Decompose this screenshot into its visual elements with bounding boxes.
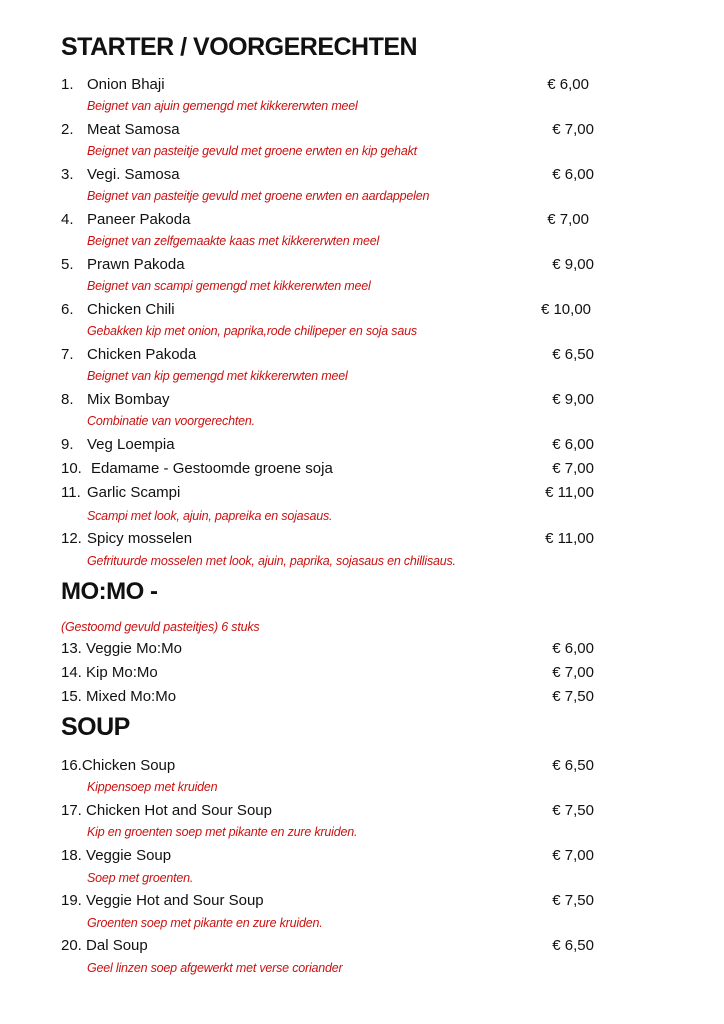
menu-item (61, 120, 621, 140)
item-price: € 6,00 (552, 166, 594, 183)
item-number: 4. (61, 211, 74, 228)
menu-item (61, 687, 621, 707)
menu-item (61, 846, 621, 866)
item-price: € 6,50 (552, 346, 594, 363)
item-name: Paneer Pakoda (87, 211, 191, 228)
item-price: € 7,00 (552, 460, 594, 477)
item-price: € 9,00 (552, 391, 594, 408)
item-description: Beignet van scampi gemengd met kikkererwten meel (87, 279, 371, 293)
item-description: Kippensoep met kruiden (87, 780, 218, 794)
item-price: € 11,00 (545, 484, 594, 501)
item-name: Onion Bhaji (87, 76, 165, 93)
menu-item (61, 255, 621, 275)
item-description: Gefrituurde mosselen met look, ajuin, paprika, sojasaus en chillisaus. (87, 554, 456, 568)
item-price: € 6,50 (552, 937, 594, 954)
item-price: € 7,00 (547, 211, 589, 228)
item-price: € 6,50 (552, 757, 594, 774)
item-name: 16.Chicken Soup (61, 757, 176, 774)
item-name: Meat Samosa (87, 121, 180, 138)
item-number: 8. (61, 391, 74, 408)
item-number: 7. (61, 346, 74, 363)
item-description: Kip en groenten soep met pikante en zure kruiden. (87, 825, 358, 839)
menu-item (61, 483, 621, 503)
item-price: € 6,00 (552, 436, 594, 453)
item-number: 5. (61, 256, 74, 273)
item-price: € 6,00 (547, 76, 589, 93)
section-title-starters: STARTER / VOORGERECHTEN (61, 33, 418, 61)
item-name: Edamame - Gestoomde groene soja (91, 460, 333, 477)
item-name: 20. Dal Soup (61, 937, 148, 954)
section-subtitle: (Gestoomd gevuld pasteitjes) 6 stuks (61, 620, 260, 634)
item-name: 18. Veggie Soup (61, 847, 172, 864)
item-price: € 10,00 (540, 301, 591, 318)
section-title-momo: MO:MO - (61, 578, 158, 605)
item-name: 13. Veggie Mo:Mo (61, 640, 182, 657)
item-price: € 7,00 (552, 664, 594, 681)
menu-item (61, 345, 621, 365)
item-price: € 11,00 (545, 530, 594, 547)
item-number: 11. (61, 484, 81, 501)
item-number: 9. (61, 436, 74, 453)
item-name: Mix Bombay (87, 391, 170, 408)
item-description: Gebakken kip met onion, paprika,rode chilipeper en soja saus (87, 324, 417, 338)
item-price: € 7,00 (552, 121, 594, 138)
item-name: 15. Mixed Mo:Mo (61, 688, 177, 705)
item-name: 17. Chicken Hot and Sour Soup (61, 802, 272, 819)
item-name: Prawn Pakoda (87, 256, 185, 273)
item-name: Spicy mosselen (87, 530, 193, 547)
menu-item (61, 435, 621, 455)
menu-item (61, 529, 621, 549)
item-description: Scampi met look, ajuin, papreika en sojasaus. (87, 509, 333, 523)
item-description: Geel linzen soep afgewerkt met verse coriander (87, 961, 343, 975)
item-price: € 9,00 (552, 256, 594, 273)
item-number: 3. (61, 166, 74, 183)
item-price: € 6,00 (552, 640, 594, 657)
item-price: € 7,50 (552, 688, 594, 705)
section-title-soup: SOUP (61, 713, 130, 741)
item-number: 1. (61, 76, 74, 93)
item-description: Combinatie van voorgerechten. (87, 414, 255, 428)
menu-item (61, 756, 621, 776)
item-description: Soep met groenten. (87, 871, 194, 885)
item-number: 2. (61, 121, 74, 138)
item-description: Beignet van ajuin gemengd met kikkererwten meel (87, 99, 358, 113)
menu-item (61, 801, 621, 821)
menu-item (61, 210, 621, 230)
item-name: Veg Loempia (87, 436, 175, 453)
item-description: Beignet van kip gemengd met kikkererwten meel (87, 369, 348, 383)
item-description: Beignet van zelfgemaakte kaas met kikkererwten meel (87, 234, 380, 248)
menu-item (61, 663, 621, 683)
item-price: € 7,00 (552, 847, 594, 864)
item-price: € 7,50 (552, 892, 594, 909)
menu-item (61, 75, 621, 95)
item-name: 14. Kip Mo:Mo (61, 664, 158, 681)
item-price: € 7,50 (552, 802, 594, 819)
menu-item (61, 300, 621, 320)
item-name: Garlic Scampi (87, 484, 181, 501)
menu-item (61, 390, 621, 410)
item-name: Chicken Pakoda (87, 346, 197, 363)
menu-item (61, 936, 621, 956)
item-name: 19. Veggie Hot and Sour Soup (61, 892, 264, 909)
item-number: 12. (61, 530, 82, 547)
item-name: Vegi. Samosa (87, 166, 180, 183)
item-description: Groenten soep met pikante en zure kruiden. (87, 916, 323, 930)
menu-item (61, 891, 621, 911)
item-name: Chicken Chili (87, 301, 175, 318)
menu-item (61, 459, 621, 479)
menu-item (61, 165, 621, 185)
item-number: 6. (61, 301, 74, 318)
item-number: 10. (61, 460, 82, 477)
menu-item (61, 639, 621, 659)
item-description: Beignet van pasteitje gevuld met groene erwten en kip gehakt (87, 144, 417, 158)
item-description: Beignet van pasteitje gevuld met groene erwten en aardappelen (87, 189, 430, 203)
